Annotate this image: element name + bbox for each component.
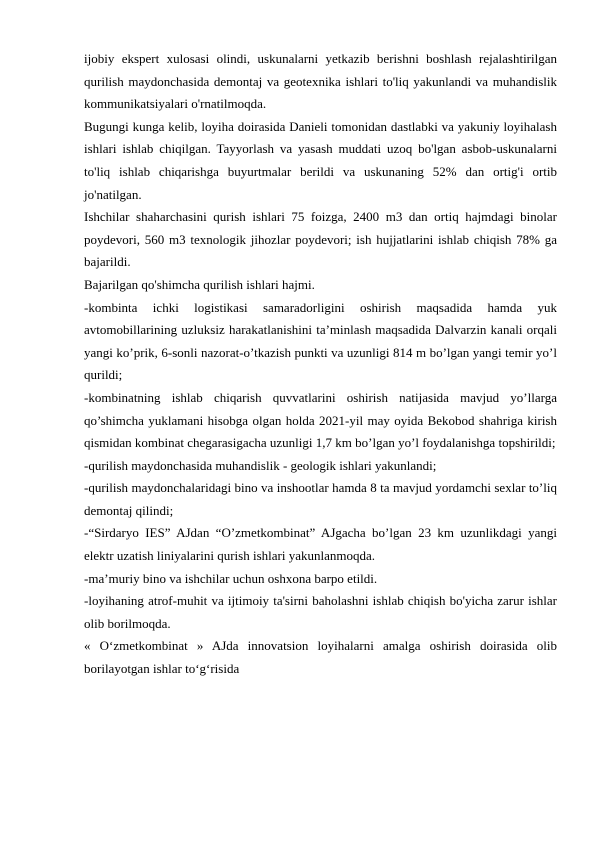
paragraph-power-lines: -“Sirdaryo IES” AJdan “O’zmetkombinat” AJgacha bo’lgan 23 km uzunlikdagi yangi elektr uzatish liniyalarini qurish ishlari yakunlanmoqda. <box>84 525 557 564</box>
paragraph-geology-works: -qurilish maydonchasida muhandislik - geologik ishlari yakunlandi; <box>84 457 437 473</box>
paragraph-environmental-assessment: -loyihaning atrof-muhit va ijtimoiy ta'sirni baholashni ishlab chiqish bo'yicha zarur ishlar olib borilmoqda. <box>84 593 557 631</box>
paragraph-dismantling: -qurilish maydonchalaridagi bino va inshootlar hamda 8 ta mavjud yordamchi sexlar to’liq demontaj qilindi; <box>84 480 557 518</box>
paragraph-workers-town: Ishchilar shaharchasini qurish ishlari 75 foizga, 2400 m3 dan ortiq hajmdagi binolar poydevori, 560 m3 texnologik jihozlar poydevori; ish hujjatlarini ishlab chiqish 78% ga bajarildi. <box>84 209 557 270</box>
paragraph-expert-conclusion: ijobiy ekspert xulosasi olindi, uskunalarni yetkazib berishni boshlash rejalashtirilgan qurilish maydonchasida demontaj va geotexnika ishlari to'liq yakunlandi va muhandislik kommunikatsiyalari o'rnatilmoqda. <box>84 51 557 112</box>
paragraph-road-commissioned: -kombinatning ishlab chiqarish quvvatlarini oshirish natijasida mavjud yo’llarga qo’shimcha yuklamani hisobga olgan holda 2021-yil may oyida Bekobod shahriga kirish qismidan kombinat chegarasigacha uzunligi 1,7 km bo’lgan yo’l foydalanishga topshirildi; <box>84 389 557 451</box>
paragraph-logistics-bridge: -kombinta ichki logistikasi samaradorligini oshirish maqsadida hamda yuk avtomobillarining uzluksiz harakatlanishini ta’minlash maqsadida Dalvarzin kanali orqali yangi ko’prik, 6-sonli nazorat-o’tkazish punkti va uzunligi 814 m bo’lgan yangi temir yo’l qurildi; <box>84 299 557 383</box>
document-page <box>84 48 557 681</box>
paragraph-additional-works-heading: Bajarilgan qo'shimcha qurilish ishlari hajmi. <box>84 276 315 292</box>
paragraph-innovation-projects: « O‘zmetkombinat » AJda innovatsion loyihalarni amalga oshirish doirasida olib borilayotgan ishlar to‘g‘risida <box>84 638 557 677</box>
paragraph-danieli-design: Bugungi kunga kelib, loyiha doirasida Danieli tomonidan dastlabki va yakuniy loyihalash ishlari ishlab chiqilgan. Tayyorlash va yasash muddati uzoq bo'lgan asbob-uskunalarni to'liq ishlab chiqarishga buyurtmalar berildi va uskunaning 52% dan ortig'i ortib jo'natilgan. <box>84 118 557 202</box>
paragraph-admin-building: -ma’muriy bino va ishchilar uchun oshxona barpo etildi. <box>84 570 378 586</box>
